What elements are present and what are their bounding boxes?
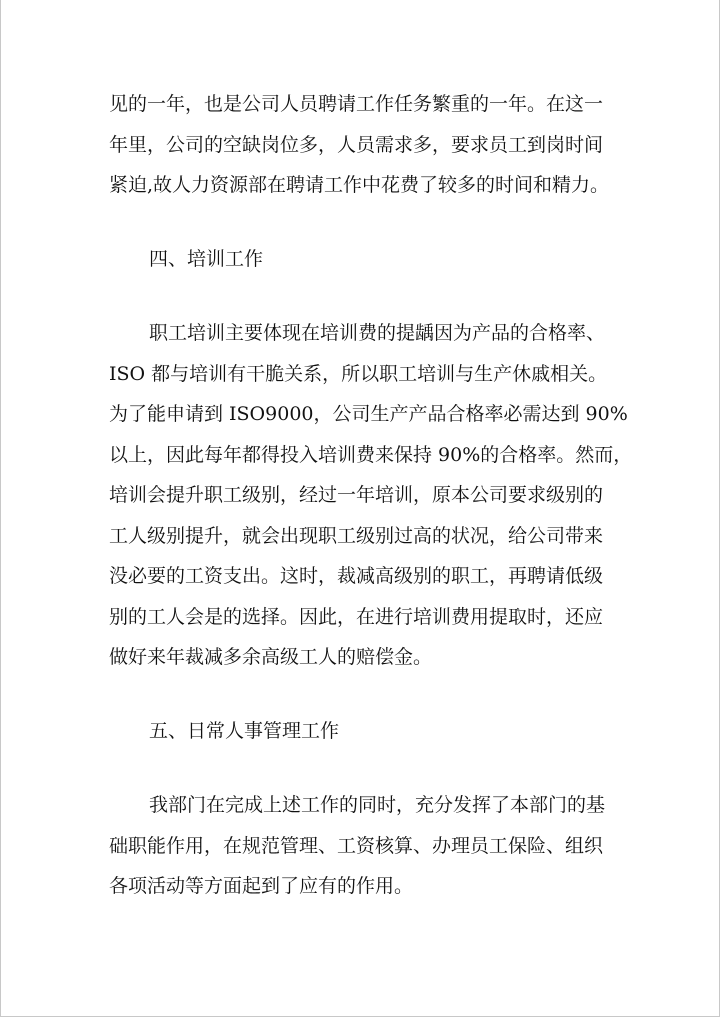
paragraph-line: 工人级别提升，就会出现职工级别过高的状况，给公司带来	[109, 524, 604, 547]
paragraph-line: 以上，因此每年都得投入培训费来保持 90%的合格率。然而，	[109, 443, 633, 466]
paragraph-line: 见的一年，也是公司人员聘请工作任务繁重的一年。在这一	[109, 93, 604, 115]
paragraph-daily-hr	[109, 785, 617, 907]
paragraph-line: 为了能申请到 ISO9000，公司生产产品合格率必需达到 90%	[109, 403, 628, 425]
section-heading-daily-hr: 五、日常人事管理工作	[149, 719, 340, 742]
paragraph-recruitment-continuation	[109, 84, 617, 206]
document-body	[109, 84, 633, 907]
paragraph-line: 我部门在完成上述工作的同时，充分发挥了本部门的基	[149, 794, 606, 816]
paragraph-line: 培训会提升职工级别，经过一年培训，原本公司要求级别的	[109, 484, 604, 506]
paragraph-training	[109, 313, 633, 678]
paragraph-line: ISO 都与培训有干脆关系，所以职工培训与生产休戚相关。	[109, 362, 608, 385]
section-heading-training: 四、培训工作	[149, 247, 264, 270]
paragraph-line: 做好来年裁减多余高级工人的赔偿金。	[109, 646, 433, 668]
paragraph-line: 年里，公司的空缺岗位多，人员需求多，要求员工到岗时间	[109, 133, 604, 156]
paragraph-line: 别的工人会是的选择。因此，在进行培训费用提取时，还应	[109, 605, 604, 628]
paragraph-line: 职工培训主要体现在培训费的提龋因为产品的合格率、	[149, 322, 606, 344]
paragraph-line: 没必要的工资支出。这时，裁减高级别的职工，再聘请低级	[109, 565, 604, 587]
paragraph-line: 紧迫,故人力资源部在聘请工作中花费了较多的时间和精力。	[109, 174, 610, 196]
paragraph-line: 各项活动等方面起到了应有的作用。	[109, 875, 414, 897]
paragraph-line: 础职能作用，在规范管理、工资核算、办理员工保险、组织	[109, 834, 604, 857]
